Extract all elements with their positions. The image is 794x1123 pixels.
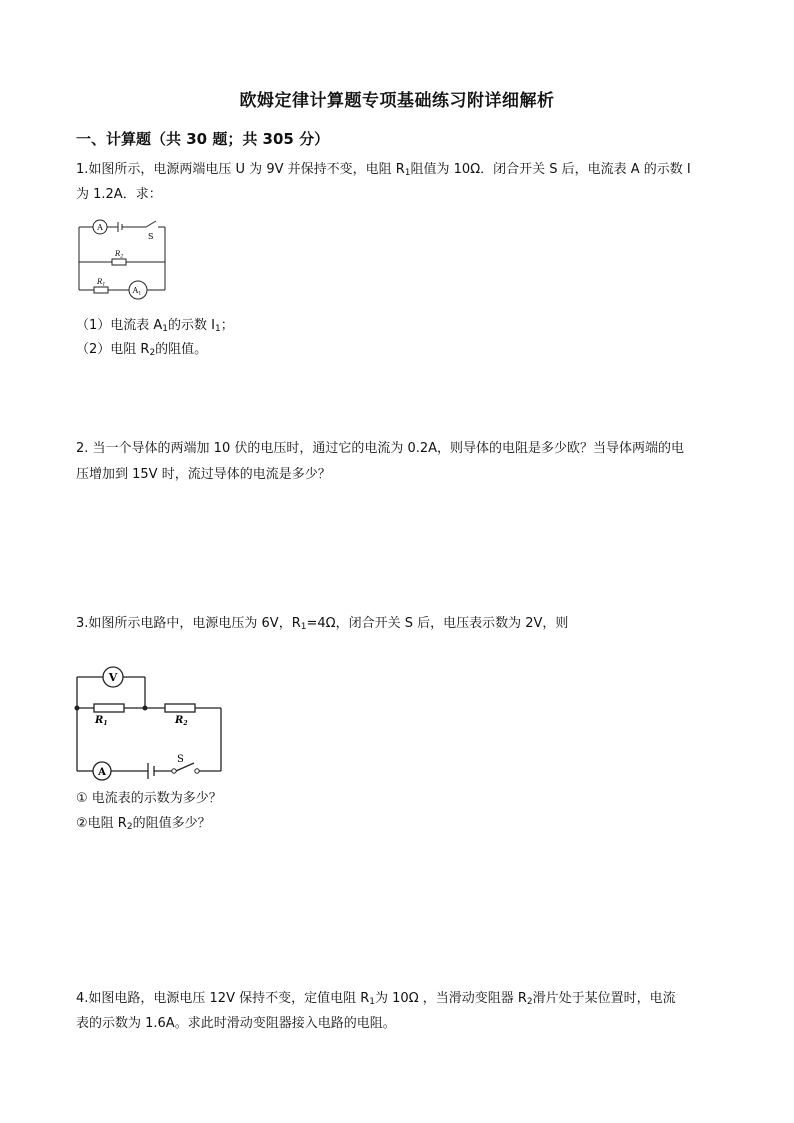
q3-line-1: 3.如图所示电路中，电源电压为 6V，$R_1=4\Omega$，闭合开关 S 后，电压表示数为 2V，则 — [76, 616, 569, 632]
q2-line-1: 2. 当一个导体的两端加 10 伏的电压时，通过它的电流为 0.2A，则导体的电阻是多少欧？当导体两端的电 — [76, 441, 685, 456]
q4-line-1: 4.如图电路，电源电压 12V 保持不变，定值电阻 $R_1$为 10Ω ，当滑动变阻器 $R_2$滑片处于某位置时，电流 — [76, 991, 676, 1007]
switch-label: S — [148, 232, 154, 241]
r2-label: $R_2$ — [115, 250, 124, 260]
q1-line-1: 1.如图所示，电源两端电压 U 为 9V 并保持不变，电阻 $R_1$阻值为 10Ω．闭合开关 S 后，电流表 A 的示数 I — [76, 162, 691, 178]
r2-label: $R_2$ — [175, 715, 188, 727]
page-title: 欧姆定律计算题专项基础练习附详细解析 — [239, 91, 555, 111]
q4-line-2: 表的示数为 1.6A。求此时滑动变阻器接入电路的电阻。 — [76, 1016, 396, 1031]
q3-subquestion-1: ① 电流表的示数为多少？ — [76, 791, 222, 806]
ammeter-a-label: A — [97, 223, 103, 232]
ammeter-label: A — [98, 767, 106, 778]
q1-circuit-diagram — [70, 212, 180, 304]
section-heading: 一、计算题（共 30 题；共 305 分） — [76, 130, 330, 148]
q3-circuit-diagram — [70, 660, 230, 784]
r1-label: $R_1$ — [97, 278, 106, 288]
q1-line-2: 为 1.2A．求： — [76, 187, 162, 202]
voltmeter-label: V — [108, 671, 118, 684]
switch-label: S — [177, 754, 184, 765]
q3-subquestion-2: ②电阻 $R_2$的阻值多少？ — [76, 816, 211, 832]
ammeter-a1-label: A1 — [132, 286, 142, 297]
r1-label: $R_1$ — [95, 715, 108, 727]
q2-line-2: 压增加到 15V 时，流过导体的电流是多少？ — [76, 467, 331, 482]
q1-subquestion-1: （1）电流表 $A_1$的示数 $I_1$； — [76, 318, 234, 334]
q1-subquestion-2: （2）电阻 $R_2$的阻值。 — [76, 342, 208, 358]
